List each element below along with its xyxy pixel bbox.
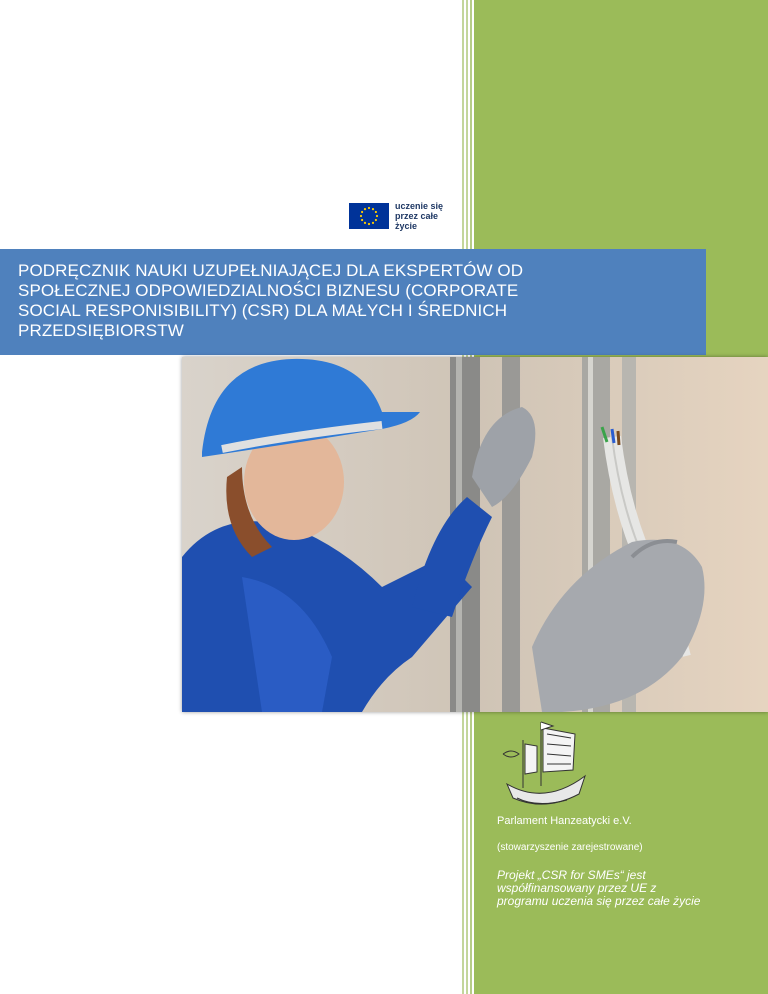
title-banner — [0, 249, 706, 355]
hanseatic-ship-emblem-icon — [497, 714, 593, 814]
title-line: SPOŁECZNEJ ODPOWIEDZIALNOŚCI BIZNESU (CORPORATE — [18, 281, 519, 300]
eu-lifelong-learning-logo — [349, 201, 459, 237]
cover-photo — [182, 357, 768, 712]
title-line: SOCIAL RESPONISIBILITY) (CSR) DLA MAŁYCH I ŚREDNICH — [18, 301, 508, 320]
title-line: PRZEDSIĘBIORSTW — [18, 321, 184, 340]
eu-logo-line: przez całe — [395, 211, 439, 221]
eu-logo-line: uczenie się — [395, 201, 444, 211]
eu-logo-line: życie — [395, 221, 418, 231]
organization-name: Parlament Hanzeatycki e.V. — [497, 815, 632, 827]
organization-status: (stowarzyszenie zarejestrowane) — [497, 842, 643, 853]
project-line: Projekt „CSR for SMEs“ jest — [497, 868, 646, 882]
project-line: współfinansowany przez UE z — [497, 881, 657, 895]
project-funding-note — [497, 869, 747, 908]
title-line: PODRĘCZNIK NAUKI UZUPEŁNIAJĄCEJ DLA EKSPERTÓW OD — [18, 261, 524, 280]
eu-flag-icon — [349, 203, 389, 229]
project-line: programu uczenia się przez całe życie — [497, 894, 701, 908]
eu-logo-text — [395, 201, 443, 231]
document-title — [18, 261, 692, 341]
